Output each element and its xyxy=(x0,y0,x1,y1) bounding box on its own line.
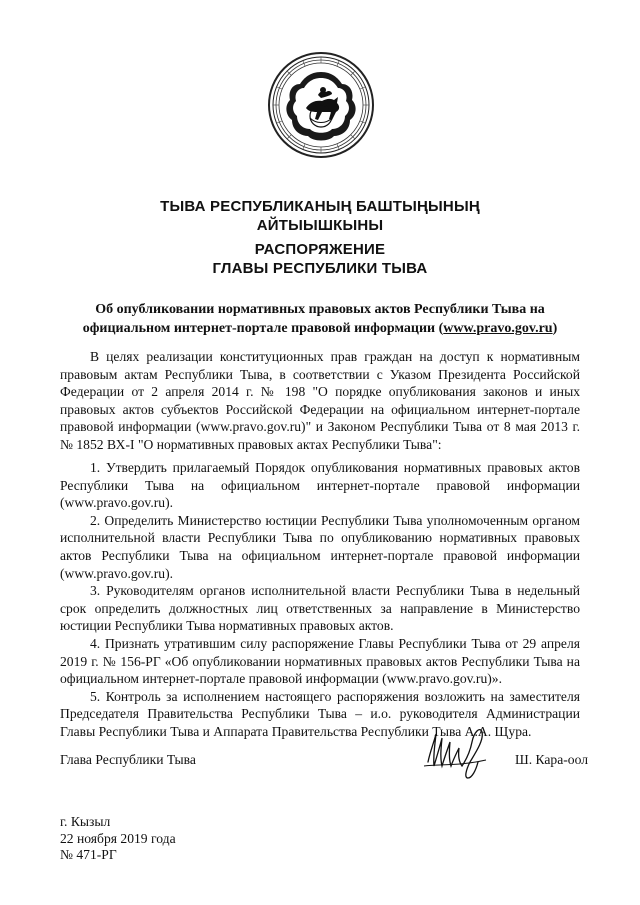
list-item: 2. Определить Министерство юстиции Республики Тыва уполномоченным органом исполнительной власти Республики Тыва по опубликованию нормативных правовых актов Республики Тыва на официальном интернет-портале правовой информации (www.pravo.gov.ru). xyxy=(60,512,580,581)
document-footer xyxy=(60,814,176,864)
list-item: 1. Утвердить прилагаемый Порядок опубликования нормативных правовых актов Республики Тыва на официальном интернет-портале правовой информации (www.pravo.gov.ru). xyxy=(60,460,580,511)
footer-city: г. Кызыл xyxy=(60,814,111,829)
header-tuvan-line2: АЙТЫЫШКЫНЫ xyxy=(256,217,384,234)
header-russian-line1: РАСПОРЯЖЕНИЕ xyxy=(254,241,386,258)
preamble-paragraph: В целях реализации конституционных прав граждан на доступ к нормативным правовым актам Республики Тыва, в соответствии с Указом Президента Российской Федерации от 2 апреля 2014 г. № 198 "О порядке опубликования законов и иных правовых актов субъектов Российской Федерации на официальном интернет-портале правовой информации (www.pravo.gov.ru)" и Законом Республики Тыва от 8 мая 2013 г. № 1852 ВХ-I "О нормативных правовых актах Республики Тыва": xyxy=(60,349,580,452)
footer-date: 22 ноября 2019 года xyxy=(60,830,176,846)
title-line1: Об опубликовании нормативных правовых актов Республики Тыва на xyxy=(95,302,545,317)
title-line2-prefix: официальном интернет-портале правовой информации ( xyxy=(82,321,444,336)
list-item: 5. Контроль за исполнением настоящего распоряжения возложить на заместителя Председателя Правительства Республики Тыва – и.о. руководителя Администрации Главы Республики Тыва и Аппарата Правительства Республики Тыва А.А. Щура. xyxy=(60,688,580,739)
list-item: 3. Руководителям органов исполнительной власти Республики Тыва в недельный срок определить должностных лиц ответственных за направление в Министерство юстиции Республики Тыва нормативных правовых актов. xyxy=(60,583,580,634)
header-russian-line2: ГЛАВЫ РЕСПУБЛИКИ ТЫВА xyxy=(212,260,428,277)
list-item: 4. Признать утратившим силу распоряжение Главы Республики Тыва от 29 апреля 2019 г. № 156-РГ «Об опубликовании нормативных правовых актов Республики Тыва на официальном интернет-портале правовой информации (www.pravo.gov.ru)». xyxy=(60,635,580,687)
signatory-name: Ш. Кара-оол xyxy=(515,752,588,767)
title-line2-suffix: ) xyxy=(552,321,558,336)
title-link[interactable]: www.pravo.gov.ru xyxy=(443,321,553,336)
signatory-position: Глава Республики Тыва xyxy=(60,752,196,767)
document-title xyxy=(60,300,580,338)
coat-of-arms-emblem xyxy=(266,50,376,160)
items-list xyxy=(60,459,580,741)
header-tuvan-line1: ТЫВА РЕСПУБЛИКАНЫҢ БАШТЫҢЫНЫҢ xyxy=(160,198,480,215)
handwritten-signature xyxy=(420,722,500,782)
footer-number: № 471-РГ xyxy=(60,847,117,862)
title-line2 xyxy=(60,319,580,338)
